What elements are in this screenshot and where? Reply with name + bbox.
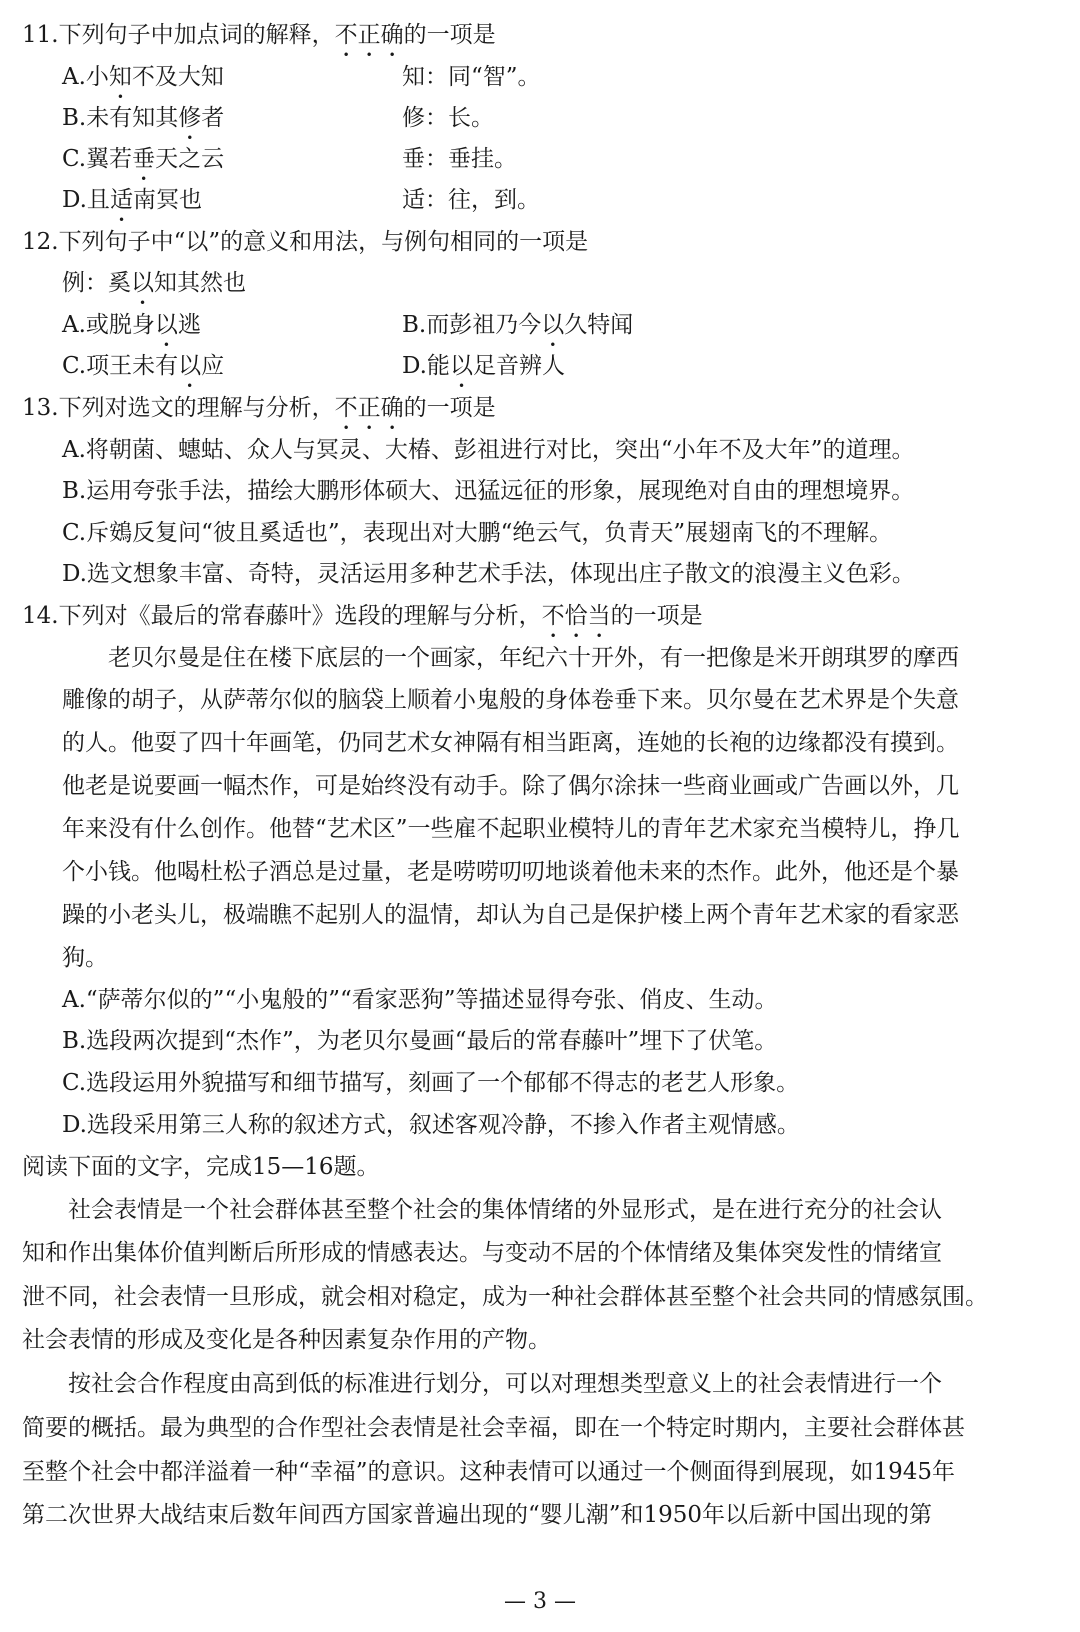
reading-para2-line: 按社会合作程度由高到低的标准进行划分，可以对理想类型意义上的社会表情进行一个 <box>68 1371 942 1397</box>
q11-gloss-d: 适：往，到。 <box>402 187 540 213</box>
q13-option-b: B.运用夸张手法，描绘大鹏形体硕大、迅猛远征的形象，展现绝对自由的理想境界。 <box>62 478 915 504</box>
reading-para1-line: 泄不同，社会表情一旦形成，就会相对稳定，成为一种社会群体甚至整个社会共同的情感氛围。 <box>22 1284 988 1310</box>
q14-option-d: D.选段采用第三人称的叙述方式，叙述客观冷静，不掺入作者主观情感。 <box>62 1112 800 1138</box>
q12-option-c: C.项王未有以应 <box>62 353 225 379</box>
q13-option-a: A.将朝菌、蟪蛄、众人与冥灵、大椿、彭祖进行对比，突出“小年不及大年”的道理。 <box>62 437 915 463</box>
q12-option-a: A.或脱身以逃 <box>62 312 201 338</box>
q11-option-c: C.翼若垂天之云 <box>62 146 225 172</box>
q14-passage-line: 他老是说要画一幅杰作，可是始终没有动手。除了偶尔涂抹一些商业画或广告画以外，几 <box>62 773 959 799</box>
q11-gloss-c: 垂：垂挂。 <box>402 146 517 172</box>
q11-stem: 11.下列句子中加点词的解释，不正确的一项是 <box>22 22 496 48</box>
reading-para2-line: 简要的概括。最为典型的合作型社会表情是社会幸福，即在一个特定时期内，主要社会群体甚 <box>22 1415 965 1441</box>
q14-passage-line: 个小钱。他喝杜松子酒总是过量，老是唠唠叨叨地谈着他未来的杰作。此外，他还是个暴 <box>62 859 959 885</box>
q14-passage-line: 年来没有什么创作。他替“艺术区”一些雇不起职业模特儿的青年艺术家充当模特儿，挣几 <box>62 816 960 842</box>
reading-para2-line: 至整个社会中都洋溢着一种“幸福”的意识。这种表情可以通过一个侧面得到展现，如1945年 <box>22 1459 956 1485</box>
reading-intro: 阅读下面的文字，完成15—16题。 <box>22 1154 380 1180</box>
q14-passage-line: 躁的小老头儿，极端瞧不起别人的温情，却认为自己是保护楼上两个青年艺术家的看家恶 <box>62 902 959 928</box>
q14-passage-line: 雕像的胡子，从萨蒂尔似的脑袋上顺着小鬼般的身体卷垂下来。贝尔曼在艺术界是个失意 <box>62 687 959 713</box>
q14-option-c: C.选段运用外貌描写和细节描写，刻画了一个郁郁不得志的老艺人形象。 <box>62 1070 800 1096</box>
q12-option-b: B.而彭祖乃今以久特闻 <box>402 312 634 338</box>
q11-option-b: B.未有知其修者 <box>62 105 225 131</box>
q14-option-b: B.选段两次提到“杰作”，为老贝尔曼画“最后的常春藤叶”埋下了伏笔。 <box>62 1028 778 1054</box>
q14-passage-line: 狗。 <box>62 945 108 971</box>
q11-gloss-b: 修：长。 <box>402 105 494 131</box>
reading-para1-line: 知和作出集体价值判断后所形成的情感表达。与变动不居的个体情绪及集体突发性的情绪宣 <box>22 1240 942 1266</box>
q11-gloss-a: 知：同“智”。 <box>402 64 541 90</box>
q11-option-a: A.小知不及大知 <box>62 64 224 90</box>
q14-passage-line: 的人。他耍了四十年画笔，仍同艺术女神隔有相当距离，连她的长袍的边缘都没有摸到。 <box>62 730 959 756</box>
q12-example: 例：奚以知其然也 <box>62 270 246 296</box>
q11-option-d: D.且适南冥也 <box>62 187 202 213</box>
q13-stem: 13.下列对选文的理解与分析，不正确的一项是 <box>22 395 496 421</box>
q12-stem: 12.下列句子中“以”的意义和用法，与例句相同的一项是 <box>22 229 589 255</box>
q13-option-c: C.斥鴳反复问“彼且奚适也”，表现出对大鹏“绝云气，负青天”展翅南飞的不理解。 <box>62 520 893 546</box>
q12-option-d: D.能以足音辨人 <box>402 353 565 379</box>
reading-para2-line: 第二次世界大战结束后数年间西方国家普遍出现的“婴儿潮”和1950年以后新中国出现的第 <box>22 1502 933 1528</box>
page-number: — 3 — <box>504 1589 576 1614</box>
q13-option-d: D.选文想象丰富、奇特，灵活运用多种艺术手法，体现出庄子散文的浪漫主义色彩。 <box>62 561 915 587</box>
q14-option-a: A.“萨蒂尔似的”“小鬼般的”“看家恶狗”等描述显得夸张、俏皮、生动。 <box>62 987 778 1013</box>
q14-passage-line: 老贝尔曼是住在楼下底层的一个画家，年纪六十开外，有一把像是米开朗琪罗的摩西 <box>108 645 959 671</box>
reading-para1-line: 社会表情是一个社会群体甚至整个社会的集体情绪的外显形式，是在进行充分的社会认 <box>68 1197 942 1223</box>
reading-para1-line: 社会表情的形成及变化是各种因素复杂作用的产物。 <box>22 1327 551 1353</box>
q14-stem: 14.下列对《最后的常春藤叶》选段的理解与分析，不恰当的一项是 <box>22 603 703 629</box>
